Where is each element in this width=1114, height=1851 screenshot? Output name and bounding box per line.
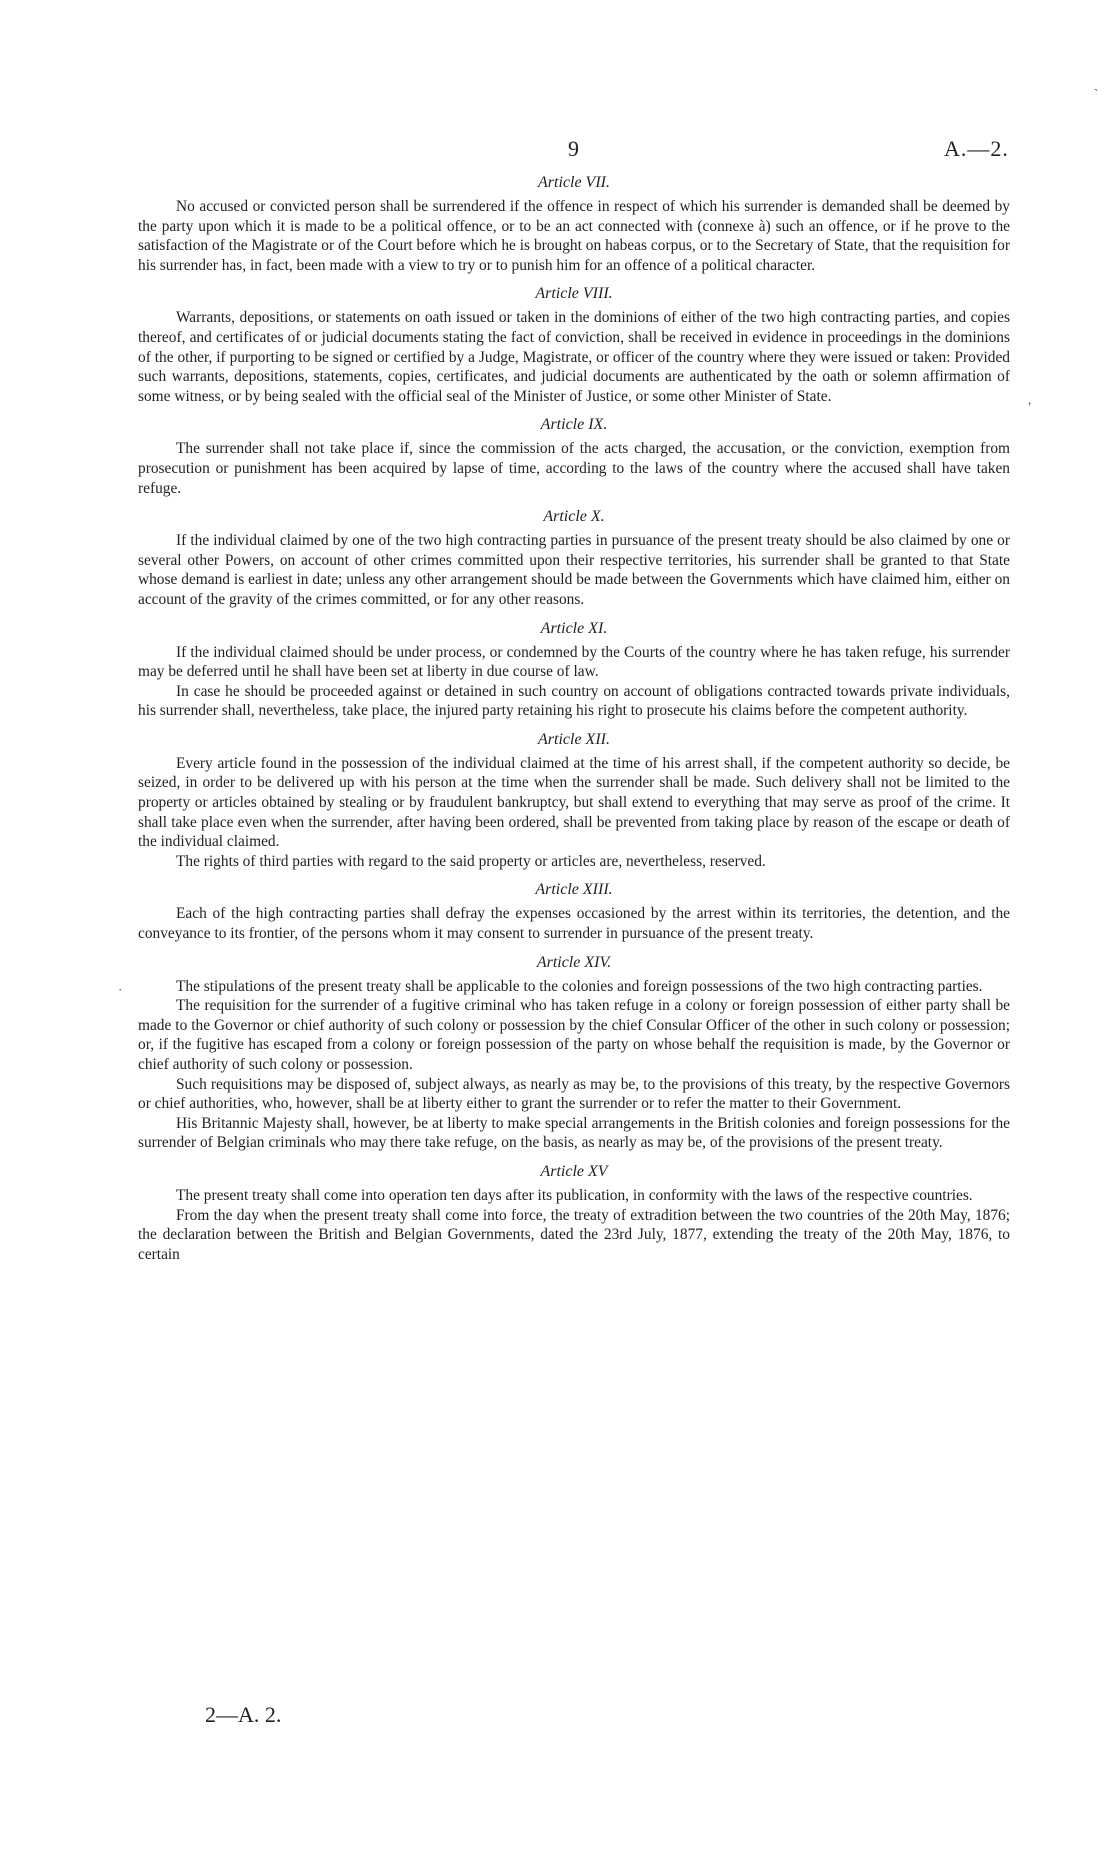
article-title: Article XII.: [538, 730, 610, 748]
article-xiv: [138, 953, 1010, 1153]
article-paragraph: The surrender shall not take place if, since the commission of the acts charged, the accusation, or the conviction, exemption from prosecution or punishment has been acquired by lapse of time, according to the laws of the country where the accused shall have taken refuge.: [138, 440, 1010, 497]
treaty-body: [138, 173, 1010, 1273]
signature-mark: 2—A. 2.: [205, 1702, 282, 1727]
article-title: Article X.: [543, 508, 605, 526]
article-paragraph: Every article found in the possession of the individual claimed at the time of his arrest shall, if the competent authority so decide, be seized, in order to be delivered up with his person at the time when the surrender shall be made. Such delivery shall not be limited to the property or articles obtained by stealing or by fraudulent bankruptcy, but shall extend to everything that may serve as proof of the crime. It shall take place even when the surrender, after having been ordered, shall be prevented from taking place by reason of the escape or death of the individual claimed.: [138, 754, 1010, 851]
article-title: Article VII.: [538, 174, 610, 191]
article-title: Article IX.: [540, 416, 608, 434]
article-ix: [138, 415, 1010, 498]
article-title: Article XI.: [540, 619, 608, 637]
article-paragraph: In case he should be proceeded against or detained in such country on account of obligations contracted towards private individuals, his surrender shall, nevertheless, take place, the injured party retaining his right to prosecute his claims before the competent authority.: [138, 682, 1010, 720]
article-paragraph: The rights of third parties with regard to the said property or articles are, nevertheless, reserved.: [176, 852, 766, 870]
article-title: Article XIV.: [536, 953, 612, 971]
article-paragraph: Each of the high contracting parties shall defray the expenses occasioned by the arrest within its territories, the detention, and the conveyance to its frontier, of the persons whom it may consent to surrender in pursuance of the present treaty.: [138, 905, 1010, 943]
article-paragraph: Warrants, depositions, or statements on oath issued or taken in the dominions of either of the two high contracting parties, and copies thereof, and certificates of or judicial documents stating the fact of conviction, shall be received in evidence in proceedings in the dominions of the other, if purporting to be signed or certified by a Judge, Magistrate, or officer of the country where they were issued or taken: Provided such warrants, depositions, statements, copies, certificates, and judicial documents are authenticated by the oath or solemn affirmation of some witness, or by being sealed with the official seal of the Minister of Justice, or some other Minister of State.: [138, 309, 1010, 405]
scan-speck: ,: [1028, 392, 1032, 407]
scan-speck: ·: [118, 982, 123, 997]
article-xi: [138, 619, 1010, 721]
article-paragraph: The stipulations of the present treaty shall be applicable to the colonies and foreign possessions of the two high contracting parties.: [176, 977, 983, 995]
scan-speck: `: [1094, 86, 1099, 101]
article-paragraph: If the individual claimed by one of the two high contracting parties in pursuance of the present treaty should be also claimed by one or several other Powers, on account of other crimes committed upon their respective territories, his surrender shall be granted to that State whose demand is earliest in date; unless any other arrangement should be made between the Governments which have claimed him, either on account of the gravity of the crimes committed, or for any other reasons.: [138, 532, 1010, 608]
article-xiii: [138, 880, 1010, 943]
article-xv: [138, 1162, 1010, 1264]
article-paragraph: Such requisitions may be disposed of, subject always, as nearly as may be, to the provisions of this treaty, by the respective Governors or chief authorities, who, however, shall be at liberty either to grant the surrender or to refer the matter to their Government.: [138, 1075, 1010, 1113]
article-xii: [138, 730, 1010, 872]
article-paragraph: The requisition for the surrender of a fugitive criminal who has taken refuge in a colony or foreign possession of either party shall be made to the Governor or chief authority of such colony or possession by the chief Consular Officer of the other in such colony or possession; or, if the fugitive has escaped from a colony or foreign possession of the party on whose behalf the requisition is made, by the Governor or chief authority of such colony or possession.: [138, 997, 1010, 1073]
article-paragraph: If the individual claimed should be under process, or condemned by the Courts of the country where he has taken refuge, his surrender may be deferred until he shall have been set at liberty in due course of law.: [138, 643, 1010, 681]
article-title: Article XV: [540, 1162, 608, 1180]
article-title: Article VIII.: [535, 285, 613, 303]
article-viii: [138, 284, 1010, 406]
article-vii: [138, 173, 1010, 275]
article-title: Article XIII.: [535, 881, 613, 899]
article-paragraph: The present treaty shall come into operation ten days after its publication, in conformity with the laws of the respective countries.: [176, 1186, 973, 1204]
page-header: [0, 136, 1114, 166]
article-paragraph: No accused or convicted person shall be surrendered if the offence in respect of which his surrender is demanded shall be deemed by the party upon which it is made to be a political offence, or to be an act connected with (connexe à) such an offence, or if he prove to the satisfaction of the Magistrate or of the Court before which he is brought on habeas corpus, or to the Secretary of State, that the requisition for his surrender has, in fact, been made with a view to try or to punish him for an offence of a political character.: [138, 198, 1010, 274]
page-reference: A.—2.: [944, 136, 1009, 161]
article-x: [138, 507, 1010, 609]
article-paragraph: From the day when the present treaty shall come into force, the treaty of extradition between the two countries of the 20th May, 1876; the declaration between the British and Belgian Governments, dated the 23rd July, 1877, extending the treaty of the 20th May, 1876, to certain: [138, 1206, 1010, 1263]
page-number: 9: [568, 136, 579, 161]
article-paragraph: His Britannic Majesty shall, however, be at liberty to make special arrangements in the British colonies and foreign possessions for the surrender of Belgian criminals who may there take refuge, on the basis, as nearly as may be, of the provisions of the present treaty.: [138, 1114, 1010, 1152]
